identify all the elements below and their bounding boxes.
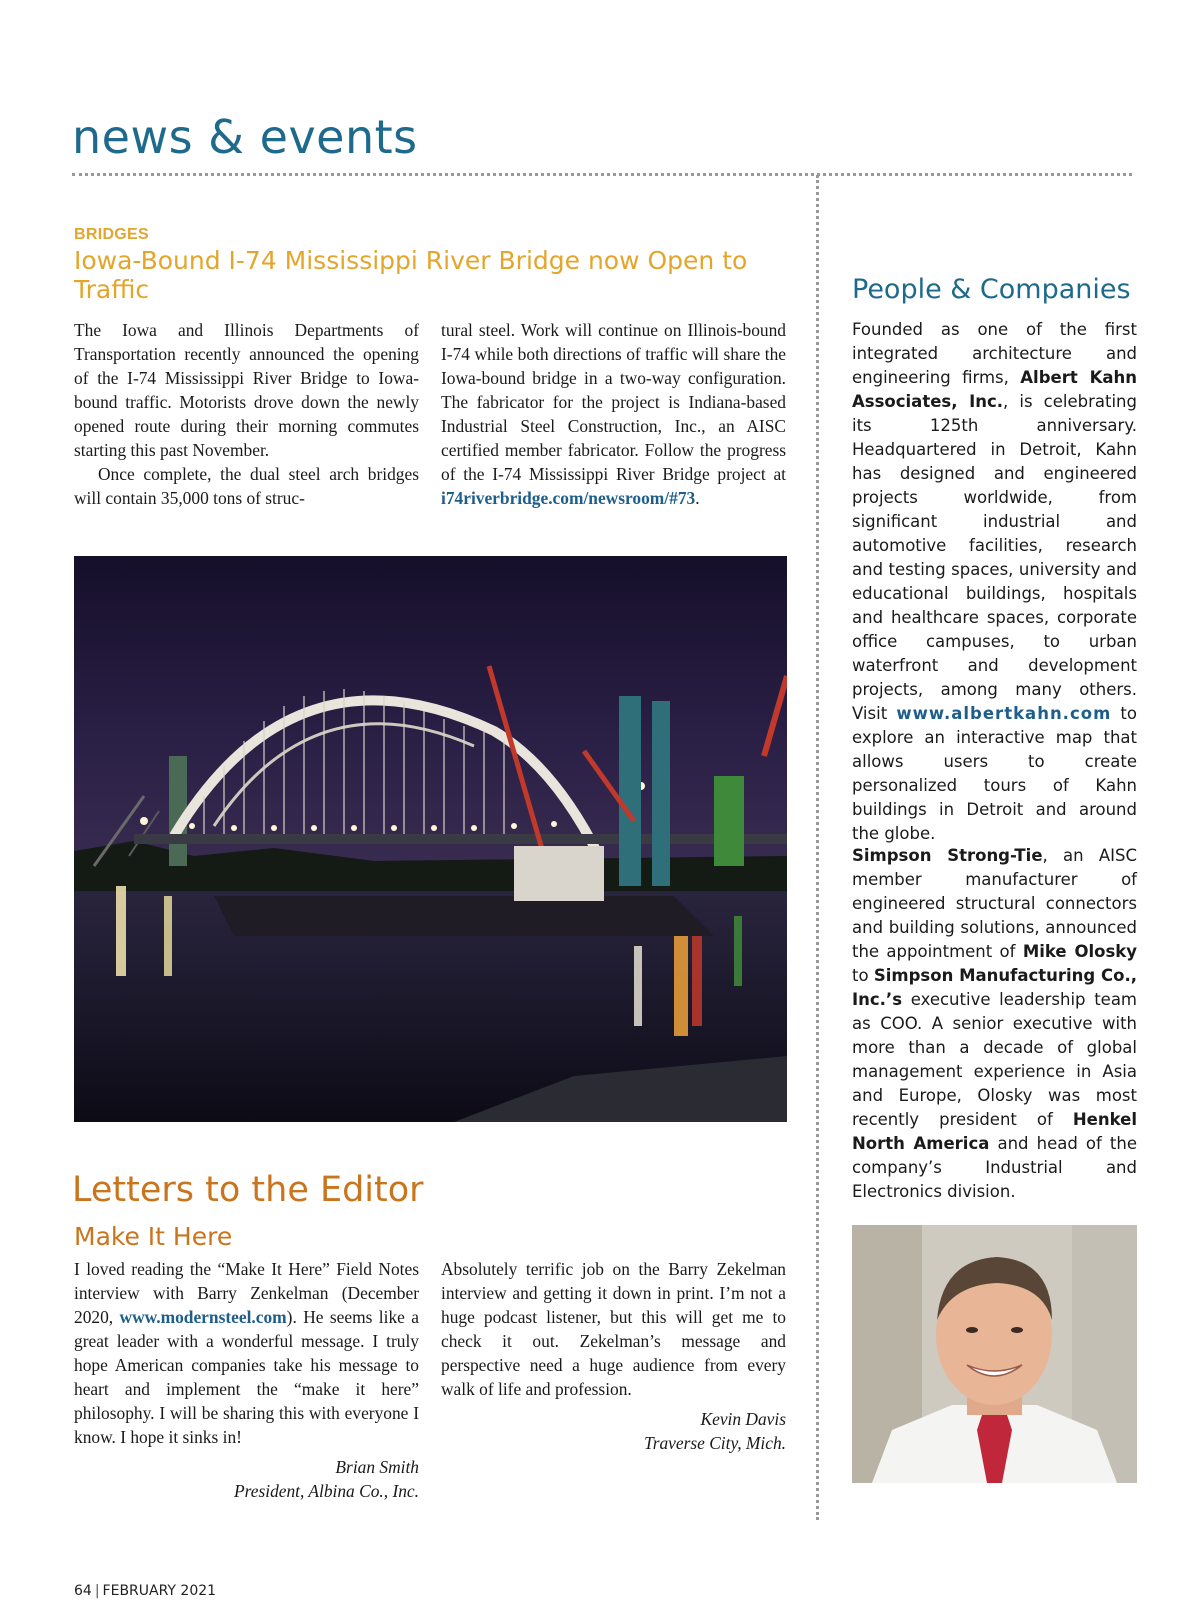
issue-date: FEBRUARY 2021 (102, 1583, 217, 1599)
sidebar-heading: People & Companies (852, 274, 1131, 305)
sidebar-text: , an AISC member manufacturer of engineered structural connectors and building solutions, announced the appointment of (852, 846, 1137, 961)
sidebar-text: executive leadership team as COO. A senior executive with more than a decade of global management experience in Asia and Europe, Olosky was most recently president of (852, 990, 1138, 1129)
title-divider (72, 173, 1132, 176)
albertkahn-link[interactable]: www.albertkahn.com (896, 704, 1112, 723)
person-name: Mike Olosky (1022, 942, 1138, 961)
company-name: Henkel North America (852, 1110, 1137, 1153)
letters-heading: Letters to the Editor (72, 1170, 424, 1210)
sidebar-text: and head of the company’s Industrial and Electronics division. (852, 1134, 1137, 1201)
article-paragraph: Once complete, the dual steel arch bridges will contain 35,000 tons of struc- (74, 464, 419, 508)
sidebar-text: Founded as one of the first integrated architecture and engineering firms, (852, 320, 1137, 387)
letter-body (74, 1257, 419, 1449)
letter-1 (74, 1257, 419, 1503)
modernsteel-link[interactable]: www.modernsteel.com (119, 1307, 287, 1327)
article-column-1 (74, 318, 419, 510)
sidebar-item-kahn (852, 318, 1137, 846)
letter-text: I loved reading the “Make It Here” Field Notes interview with Barry Zenkelman (December 2020, (74, 1259, 419, 1327)
article-text-end: . (695, 488, 700, 508)
letter-signature-title: President, Albina Co., Inc. (234, 1481, 419, 1501)
company-name: Simpson Strong-Tie (852, 846, 1043, 865)
page-number: 64 (74, 1583, 92, 1599)
letter-2 (441, 1257, 786, 1455)
article-headline: Iowa-Bound I-74 Mississippi River Bridge now Open to Traffic (74, 246, 748, 304)
portrait-photo (852, 1225, 1137, 1483)
sidebar-text: to explore an interactive map that allows users to create personalized tours of Kahn buildings in Detroit and around the globe. (852, 704, 1137, 843)
letter-signature-location: Traverse City, Mich. (643, 1433, 786, 1453)
letter-signature-name: Kevin Davis (700, 1409, 786, 1429)
sidebar-item-simpson (852, 844, 1137, 1204)
article-paragraph (441, 318, 786, 510)
bridge-project-link[interactable]: i74riverbridge.com/newsroom/#73 (441, 488, 696, 508)
letter-signature-name: Brian Smith (335, 1457, 419, 1477)
page-folio: 64 | FEBRUARY 2021 (74, 1583, 217, 1599)
company-name: Albert Kahn Associates, Inc. (852, 368, 1137, 411)
article-column-2 (441, 318, 786, 510)
letter-body: Absolutely terrific job on the Barry Zekelman interview and getting it down in print. I’m not a huge podcast listener, but this will get me to check it out. Zekelman’s message and perspective need a huge audience from every walk of life and profession. (441, 1259, 786, 1399)
article-text: tural steel. Work will continue on Illinois-bound I-74 while both directions of traffic will share the Iowa-bound bridge in a two-way configuration. The fabricator for the project is Indiana-based Industrial Steel Construction, Inc., an AISC certified member fabricator. Follow the progress of the I-74 Mississippi River Bridge project at (441, 320, 786, 484)
column-divider (816, 175, 819, 1520)
sidebar-text: to (852, 966, 869, 985)
page-title: news & events (72, 110, 418, 164)
letters-subheading: Make It Here (74, 1222, 233, 1251)
article-paragraph: The Iowa and Illinois Departments of Transportation recently announced the opening of the I-74 Mississippi River Bridge to Iowa-bound traffic. Motorists drove down the newly opened route during their morning commutes starting this past November. (74, 320, 419, 460)
sidebar-text: , is celebrating its 125th anniversary. Headquartered in Detroit, Kahn has designed and engineered projects worldwide, from significant industrial and automotive facilities, research and testing spaces, university and educational buildings, hospitals and healthcare spaces, corporate office campuses, to urban waterfront and development projects, among many others. Visit (852, 392, 1137, 723)
bridge-photo (74, 556, 787, 1122)
company-name: Simpson Manufacturing Co., Inc.’s (852, 966, 1137, 1009)
section-label: BRIDGES (74, 226, 149, 243)
letter-text: ). He seems like a great leader with a wonderful message. I truly hope American companies take his message to heart and implement the “make it here” philosophy. I will be sharing this with everyone I know. I hope it sinks in! (74, 1307, 419, 1447)
